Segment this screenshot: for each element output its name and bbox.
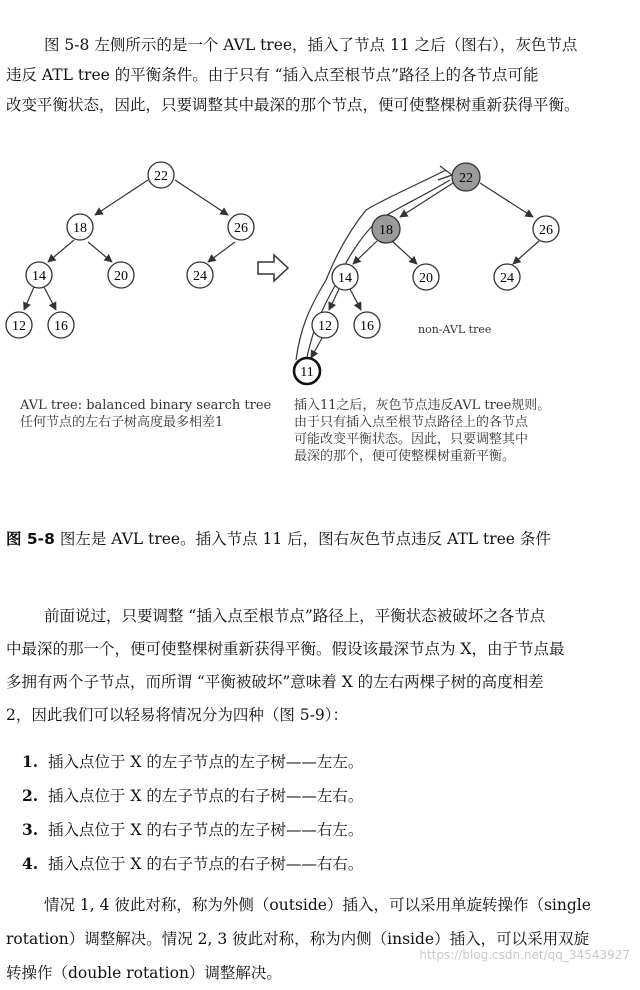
right-figure-caption — [294, 397, 550, 465]
watermark: https://blog.csdn.net/qq_34543927 — [419, 948, 630, 962]
right-node-18 — [372, 215, 400, 243]
svg-text:22: 22 — [154, 169, 168, 184]
figure-number: 图 5-8 — [6, 530, 55, 548]
svg-text:12: 12 — [12, 319, 26, 334]
svg-text:24: 24 — [193, 269, 207, 284]
svg-text:16: 16 — [54, 319, 68, 334]
intro-line-2: 违反 ATL tree 的平衡条件。由于只有 “插入点至根节点”路径上的各节点可能 — [6, 66, 539, 84]
right-node-16 — [354, 312, 380, 338]
body-line-1: 前面说过，只要调整 “插入点至根节点”路径上，平衡状态被破坏之各节点 — [44, 607, 546, 625]
svg-text:18: 18 — [73, 221, 87, 236]
svg-text:12: 12 — [318, 319, 332, 334]
svg-text:11: 11 — [300, 365, 314, 380]
figure-caption-text: 图左是 AVL tree。插入节点 11 后，图右灰色节点违反 ATL tree 条件 — [59, 530, 551, 548]
svg-text:26: 26 — [234, 221, 248, 236]
body-line-3: 多拥有两个子节点，而所谓 “平衡被破坏”意味着 X 的左右两棵子树的高度相差 — [6, 673, 544, 691]
right-caption-line-2: 由于只有插入点至根节点路径上的各节点 — [294, 415, 529, 430]
closing-paragraph — [6, 888, 634, 990]
right-node-11 — [294, 358, 320, 384]
left-node-12 — [6, 312, 32, 338]
non-avl-label: non-AVL tree — [418, 323, 492, 336]
right-node-14 — [332, 264, 358, 290]
right-node-26 — [533, 216, 559, 242]
right-tree-nodes — [294, 163, 559, 384]
body-line-2: 中最深的那一个，便可使整棵树重新获得平衡。假设该最深节点为 X，由于节点最 — [6, 640, 565, 658]
list-item — [22, 779, 363, 813]
right-node-20 — [413, 264, 439, 290]
case-text: 插入点位于 X 的左子节点的左子树——左左。 — [48, 753, 364, 771]
closing-line-2: rotation）调整解决。情况 2, 3 彼此对称，称为内侧（inside）插入，可以采用双旋 — [6, 930, 590, 948]
figure-caption — [6, 527, 551, 549]
case-text: 插入点位于 X 的右子节点的左子树——右左。 — [48, 821, 364, 839]
right-node-24 — [494, 264, 520, 290]
left-node-20 — [108, 262, 134, 288]
left-figure-caption — [20, 397, 271, 431]
case-number: 2. — [22, 786, 39, 805]
svg-text:18: 18 — [379, 223, 393, 238]
svg-text:26: 26 — [539, 223, 553, 238]
transition-arrow — [258, 255, 288, 281]
closing-line-3: 转操作（double rotation）调整解决。 — [6, 964, 282, 982]
left-caption-line-2: 任何节点的左右子树高度最多相差1 — [20, 415, 224, 430]
left-node-22 — [148, 162, 174, 188]
case-number: 3. — [22, 820, 39, 839]
case-number: 4. — [22, 854, 39, 873]
body-paragraph — [6, 600, 634, 732]
left-node-16 — [48, 312, 74, 338]
left-node-26 — [228, 214, 254, 240]
svg-text:16: 16 — [360, 319, 374, 334]
avl-figure — [0, 150, 640, 490]
list-item — [22, 745, 363, 779]
svg-text:14: 14 — [338, 271, 352, 286]
left-node-24 — [187, 262, 213, 288]
intro-line-1: 图 5-8 左侧所示的是一个 AVL tree，插入了节点 11 之后（图右），灰色节点 — [44, 36, 578, 54]
right-caption-line-4: 最深的那个，便可使整棵树重新平衡。 — [294, 449, 516, 464]
svg-text:20: 20 — [419, 271, 433, 286]
body-line-4: 2，因此我们可以轻易将情况分为四种（图 5-9）： — [6, 706, 349, 724]
right-node-12 — [312, 312, 338, 338]
svg-text:22: 22 — [459, 171, 473, 186]
list-item — [22, 847, 363, 881]
case-number: 1. — [22, 752, 39, 771]
left-tree-edges — [24, 180, 235, 310]
intro-line-3: 改变平衡状态，因此，只要调整其中最深的那个节点，便可使整棵树重新获得平衡。 — [6, 96, 580, 114]
left-caption-line-1: AVL tree: balanced binary search tree — [20, 398, 272, 413]
svg-text:24: 24 — [500, 271, 514, 286]
case-text: 插入点位于 X 的左子节点的右子树——左右。 — [48, 787, 364, 805]
left-node-18 — [67, 214, 93, 240]
right-node-22 — [452, 163, 480, 191]
closing-line-1: 情况 1, 4 彼此对称，称为外侧（outside）插入，可以采用单旋转操作（single — [44, 896, 591, 914]
case-text: 插入点位于 X 的右子节点的右子树——右右。 — [48, 855, 364, 873]
cases-list — [22, 745, 363, 881]
left-node-14 — [26, 262, 52, 288]
left-tree-nodes — [6, 162, 254, 338]
svg-text:20: 20 — [114, 269, 128, 284]
intro-paragraph — [6, 30, 634, 120]
list-item — [22, 813, 363, 847]
right-caption-line-3: 可能改变平衡状态。因此，只要调整其中 — [294, 432, 529, 447]
svg-text:14: 14 — [32, 269, 46, 284]
right-caption-line-1: 插入11之后，灰色节点违反AVL tree规则。 — [294, 398, 551, 413]
